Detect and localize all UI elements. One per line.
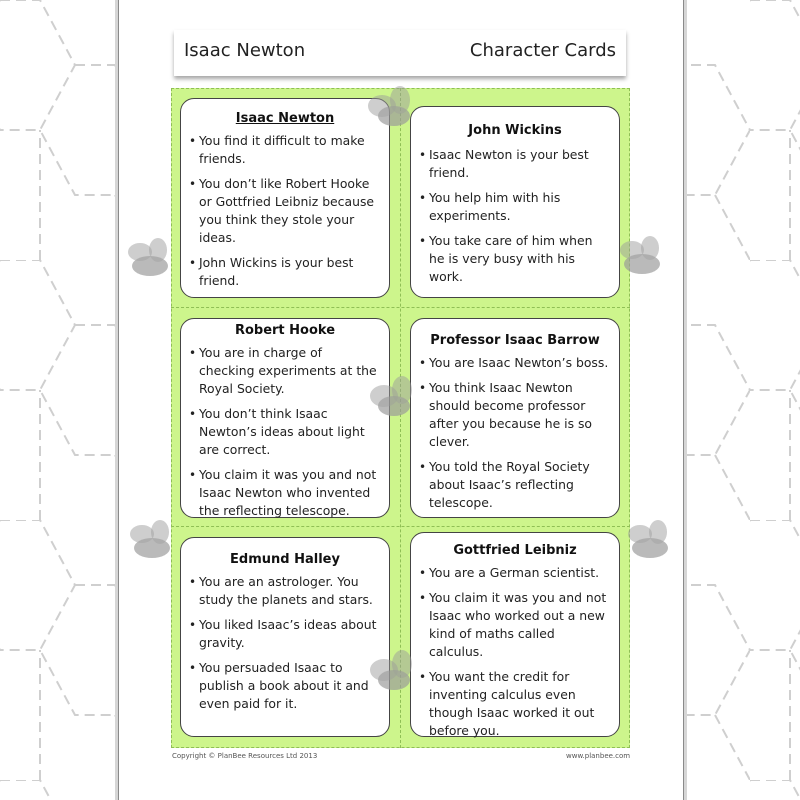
card-title: Gottfried Leibniz bbox=[453, 543, 577, 558]
card-point: • You find it difficult to make friends. bbox=[189, 132, 381, 168]
header-title: Isaac Newton bbox=[184, 40, 306, 61]
card-point: • You liked Isaac’s ideas about gravity. bbox=[189, 616, 381, 652]
character-card-isaac-barrow bbox=[410, 318, 620, 518]
bee-icon bbox=[362, 376, 422, 422]
card-title: Isaac Newton bbox=[235, 111, 335, 126]
character-card-edmund-halley bbox=[180, 537, 390, 737]
copyright-text: Copyright © PlanBee Resources Ltd 2013 bbox=[172, 752, 318, 760]
card-point: • You claim it was you and not Isaac Newton who invented the reflecting telescope. bbox=[189, 466, 381, 520]
card-point: • You don’t think Isaac Newton’s ideas about light are correct. bbox=[189, 405, 381, 459]
card-point: • You are in charge of checking experiments at the Royal Society. bbox=[189, 344, 381, 398]
card-point: • You claim it was you and not Isaac who worked out a new kind of maths called calculus. bbox=[419, 589, 611, 661]
card-title: Professor Isaac Barrow bbox=[430, 333, 600, 348]
card-point: • You persuaded Isaac to publish a book about it and even paid for it. bbox=[189, 659, 381, 713]
header-subtitle: Character Cards bbox=[469, 40, 616, 61]
card-point: • John Wickins is your best friend. bbox=[189, 254, 381, 290]
card-point: • You want the credit for inventing calculus even though Isaac worked it out before you. bbox=[419, 668, 611, 740]
bee-icon bbox=[120, 238, 180, 284]
card-title: Robert Hooke bbox=[234, 323, 336, 338]
character-card-robert-hooke bbox=[180, 318, 390, 518]
character-card-john-wickins bbox=[410, 106, 620, 298]
card-title: Edmund Halley bbox=[230, 552, 340, 567]
website-link[interactable]: www.planbee.com bbox=[566, 752, 631, 760]
cut-line-horizontal bbox=[171, 526, 630, 527]
card-point: • You help him with his experiments. bbox=[419, 189, 611, 225]
card-point: • You are an astrologer. You study the planets and stars. bbox=[189, 573, 381, 609]
card-point: • You told the Royal Society about Isaac’s reflecting telescope. bbox=[419, 458, 611, 512]
bee-icon bbox=[360, 86, 420, 132]
character-card-gottfried-leibniz bbox=[410, 532, 620, 737]
character-card-isaac-newton bbox=[180, 98, 390, 298]
card-point: • You think Isaac Newton should become professor after you because he is so clever. bbox=[419, 379, 611, 451]
card-point: • Isaac Newton is your best friend. bbox=[419, 146, 611, 182]
bee-icon bbox=[362, 650, 422, 696]
bee-icon bbox=[122, 520, 182, 566]
card-point: • You take care of him when he is very busy with his work. bbox=[419, 232, 611, 286]
cut-line-horizontal bbox=[171, 307, 630, 308]
bee-icon bbox=[620, 520, 680, 566]
card-point: • You don’t like Robert Hooke or Gottfried Leibniz because you think they stole your ideas. bbox=[189, 175, 381, 247]
card-point: • You are a German scientist. bbox=[419, 564, 611, 582]
header-banner bbox=[174, 30, 626, 76]
bee-icon bbox=[612, 236, 672, 282]
card-point: • You are Isaac Newton’s boss. bbox=[419, 354, 611, 372]
card-title: John Wickins bbox=[468, 123, 562, 138]
